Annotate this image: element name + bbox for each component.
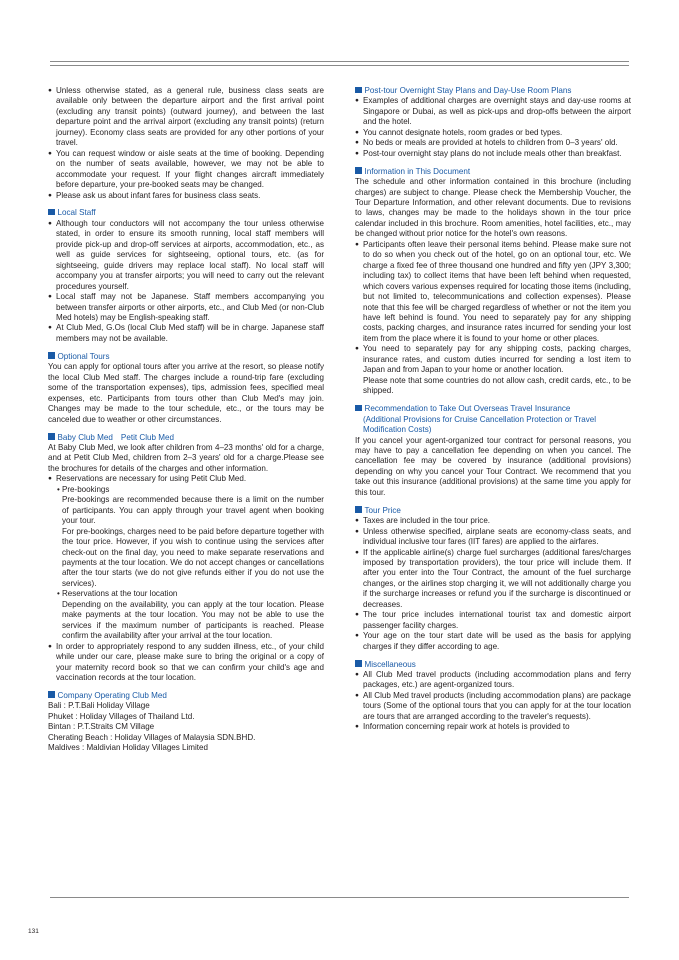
sub-bullet-item: • Pre-bookings (48, 485, 324, 495)
section-heading: Company Operating Club Med (48, 691, 324, 701)
header-rule-secondary (50, 65, 629, 66)
section-heading: Recommendation to Take Out Overseas Travel Insurance (355, 404, 631, 414)
post-tour-section (355, 86, 631, 159)
section-heading: Optional Tours (48, 352, 324, 362)
sub-bullet-item: • Reservations at the tour location (48, 589, 324, 599)
company-line: Cherating Beach : Holiday Villages of Malaysia SDN.BHD. (48, 732, 256, 742)
square-bullet-icon (355, 506, 362, 513)
company-line: Bali : P.T.Bali Holiday Village (48, 701, 150, 711)
bullet-item: ● If the applicable airline(s) charge fuel surcharges (additional fares/charges imposed by transportation providers), the tour price will include them. If after you enter into the Tour Contract, the amount of the fuel surcharge changes, or the airlines stop charging it, we will not additionally charge you if the surcharge increases or refund you if the surcharge is discontinued or decreases. (355, 548, 631, 611)
paragraph: You can apply for optional tours after you arrive at the resort, so please notify the local Club Med staff. The charges include a round-trip fare (excluding some of the transportation expenses), tips, admission fees, specified meal expenses, etc. Participants from tours other than Club Med's may join. Changes may be made to the tour schedule, etc., or the tours may be canceled due to weather or other circumstances. (48, 362, 324, 424)
paragraph: Depending on the availability, you can apply at the tour location. Please make payments at the tour location. You may not be able to use the services if the maximum number of participants is reached. Please confirm the availability after your arrival at the tour location. (62, 599, 324, 641)
company-line: Bintan : P.T.Straits CM Village (48, 722, 155, 732)
bullet-item: ● Local staff may not be Japanese. Staff members accompanying you between transfer airports or other airports, etc., and Club Med (or non-Club Med hotels) may be English-speaking staff. (48, 292, 324, 323)
footer-rule (50, 897, 629, 898)
paragraph: The schedule and other information contained in this brochure (including charges) are subject to change. Please check the Membership Voucher, the Tour Departure Information, and other relevant documents. Due to revisions to laws, changes may be made to the holidays shown in the tour price calendar included in this brochure. Room amenities, hotel facilities, etc., may be changed without prior notice for the hotel's own reasons. (355, 177, 631, 239)
bullet-item: ● At Club Med, G.Os (local Club Med staff) will be in charge. Japanese staff members may not be available. (48, 323, 324, 344)
paragraph: Please note that some countries do not allow cash, credit cards, etc., to be shipped. (363, 375, 631, 396)
business-class-section (48, 86, 324, 201)
bullet-item: ● Post-tour overnight stay plans do not include meals other than breakfast. (355, 149, 631, 159)
bullet-item: ● No beds or meals are provided at hotels to children from 0–3 years' old. (355, 138, 631, 148)
section-heading: Information in This Document (355, 167, 631, 177)
paragraph: Pre-bookings are recommended because there is a limit on the number of participants. You can apply through your travel agent when booking your tour. (62, 495, 324, 526)
company-line: Phuket : Holiday Villages of Thailand Ltd. (48, 711, 195, 721)
paragraph: At Baby Club Med, we look after children from 4–23 months' old for a charge, and at Petit Club Med, children from 2–3 years' old for a charge.Please see the brochures for details of the charges and other information. (48, 443, 324, 473)
right-column (355, 86, 631, 740)
optional-tours-section (48, 352, 324, 425)
square-bullet-icon (355, 87, 362, 94)
section-heading: Baby Club Med Petit Club Med (48, 433, 324, 443)
square-bullet-icon (355, 660, 362, 667)
bullet-item: ● All Club Med travel products (including accommodation plans and ferry packages, etc.) are agent-organized tours. (355, 670, 631, 691)
info-doc-section (355, 167, 631, 397)
local-staff-section (48, 208, 324, 344)
paragraph: ● You need to separately pay for any shipping costs, packing charges, insurance rates, and custom duties incurred for sending a lost item to Japan and from Japan to your home or another location. (355, 344, 631, 375)
square-bullet-icon (48, 209, 55, 216)
company-section (48, 691, 324, 754)
section-heading: Post-tour Overnight Stay Plans and Day-Use Room Plans (355, 86, 631, 96)
bullet-item: ● Unless otherwise specified, airplane seats are economy-class seats, and individual inclusive tour fares (IIT fares) are applied to the airfares. (355, 527, 631, 548)
section-heading: Local Staff (48, 208, 324, 218)
square-bullet-icon (48, 691, 55, 698)
square-bullet-icon (48, 433, 55, 440)
bullet-item: ● Although tour conductors will not accompany the tour unless otherwise stated, in order to ensure its smooth running, local staff members will provide pick-up and drop-off services at airports, accommodation, etc., as well as guide services for sightseeing, optional tours, etc. (as for sightseeing, guide drivers may replace local staff). No local staff will accompany you at transfer airports; you will need to carry out the relevant procedures yourself. (48, 219, 324, 292)
bullet-item: ● Reservations are necessary for using Petit Club Med. (48, 474, 324, 484)
left-column (48, 86, 324, 761)
bullet-item: ● Unless otherwise stated, as a general rule, business class seats are available only between the departure airport and the first arrival point (excluding any transit points) (outward journey), and between the last departure point and the arrival airport (excluding any transit points) (return journey). Economy class seats are provided for any other portions of your travel. (48, 86, 324, 149)
square-bullet-icon (355, 167, 362, 174)
paragraph: If you cancel your agent-organized tour contract for personal reasons, you may have to pay a cancellation fee depending on when you cancel. The cancellation fee may be covered by insurance (additional provisions) depending on why you cancel your Tour Contract. We recommend that you take out this insurance (additional provisions) at the same time you apply for this tour. (355, 435, 631, 497)
company-line: Maldives : Maldivian Holiday Villages Limited (48, 743, 208, 753)
bullet-item: ● The tour price includes international tourist tax and domestic airport passenger facility charges. (355, 610, 631, 631)
bullet-item: ● Examples of additional charges are overnight stays and day-use rooms at Singapore or Dubai, as well as pick-ups and drop-offs between the airport and the hotel. (355, 96, 631, 127)
tour-price-section (355, 506, 631, 652)
bullet-item: ● Taxes are included in the tour price. (355, 516, 631, 526)
recommendation-section (355, 404, 631, 498)
section-heading: Miscellaneous (355, 660, 631, 670)
misc-section (355, 660, 631, 733)
paragraph: For pre-bookings, charges need to be paid before departure together with the tour price. However, if you wish to continue using the services after check-out on the final day, you need to make separate reservations and payments at the tour location. We do not accept changes or cancellations after the tour starts (we do not give refunds either if you do not use the services). (62, 526, 324, 588)
bullet-item: ● Please ask us about infant fares for business class seats. (48, 191, 324, 201)
bullet-item: ● You cannot designate hotels, room grades or bed types. (355, 128, 631, 138)
bullet-item: ● Participants often leave their personal items behind. Please make sure not to do so when you check out of the hotel, go on an optional tour, etc. We charge a fixed fee of three thousand one hundred and fifty yen (JPY 3,300; including tax) to collect items that have been left behind when requested, which covers various expenses required for locating those items (including, but not limited to, telecommunications and collection expenses). Please note that this fee will be charged regardless of whether or not the item you have left behind is found. You need to separately pay for any shipping costs, packing charges, and insurance rates incurred for sending your lost item from the place where it is found to your home or other places. (355, 240, 631, 345)
square-bullet-icon (48, 352, 55, 359)
section-heading: Tour Price (355, 506, 631, 516)
section-subheading: (Additional Provisions for Cruise Cancellation Protection or Travel Modification Costs) (363, 414, 597, 435)
baby-club-section (48, 433, 324, 684)
square-bullet-icon (355, 405, 362, 412)
header-rule (50, 61, 629, 62)
bullet-item: ● Information concerning repair work at hotels is provided to (355, 722, 631, 732)
bullet-item: ● All Club Med travel products (including accommodation plans) are package tours (Some of the optional tours that you can apply for at the tour location are tours that are arranged according to the traveler's requests). (355, 691, 631, 722)
bullet-item: ● You can request window or aisle seats at the time of booking. Depending on the number of seats available, however, we may not be able to accommodate your request. If your flight changes aircraft immediately before departure, your pre-booked seats may be changed. (48, 149, 324, 191)
bullet-item: ● Your age on the tour start date will be used as the basis for applying charges if they differ according to age. (355, 631, 631, 652)
page-number: 131 (28, 928, 39, 935)
bullet-item: ● In order to appropriately respond to any sudden illness, etc., of your child while under our care, please make sure to bring the original or a copy of your maternity record book so that we can confirm your child's age and vaccination records at the tour location. (48, 642, 324, 684)
